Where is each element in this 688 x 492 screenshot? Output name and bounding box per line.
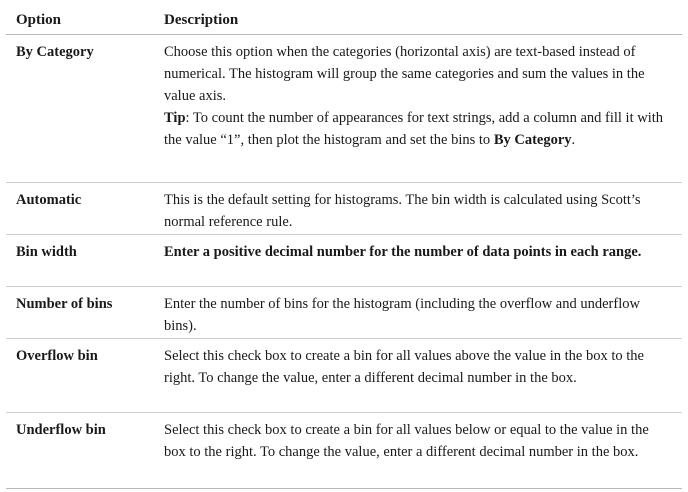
option-name: Number of bins bbox=[16, 296, 113, 312]
header-option: Option bbox=[16, 12, 62, 28]
option-name: Bin width bbox=[16, 244, 77, 260]
option-name: Overflow bin bbox=[16, 348, 98, 364]
tip-paragraph bbox=[164, 107, 670, 151]
description-text: Enter the number of bins for the histogram (including the overflow and underflow bins). bbox=[164, 296, 640, 334]
description-text: Enter a positive decimal number for the number of data points in each range. bbox=[164, 244, 642, 260]
description-text: Choose this option when the categories (horizontal axis) are text-based instead of numerical. The histogram will group the same categories and sum the values in the value axis. bbox=[164, 44, 645, 104]
table-row-bin-width bbox=[6, 235, 682, 287]
table-row-automatic bbox=[6, 183, 682, 235]
option-name: By Category bbox=[16, 44, 94, 60]
table-row-underflow-bin bbox=[6, 413, 682, 489]
option-description bbox=[164, 183, 682, 233]
option-description bbox=[164, 339, 682, 389]
option-description bbox=[164, 287, 682, 337]
option-description bbox=[164, 235, 682, 263]
tip-bold-term: By Category bbox=[493, 132, 572, 148]
options-table bbox=[6, 4, 682, 489]
option-description bbox=[164, 413, 682, 463]
table-header bbox=[6, 4, 682, 35]
table-row-overflow-bin bbox=[6, 339, 682, 413]
option-description bbox=[164, 35, 682, 151]
description-text: Select this check box to create a bin for all values above the value in the box to the right. To change the value, enter a different decimal number in the box. bbox=[164, 348, 644, 386]
tip-end: . bbox=[571, 132, 576, 148]
table-row-by-category bbox=[6, 35, 682, 183]
table-row-number-of-bins bbox=[6, 287, 682, 339]
description-text: Select this check box to create a bin for all values below or equal to the value in the box to the right. To change the value, enter a different decimal number in the box. bbox=[164, 422, 649, 460]
tip-label: Tip bbox=[164, 110, 186, 126]
option-name: Underflow bin bbox=[16, 422, 106, 438]
description-text: This is the default setting for histograms. The bin width is calculated using Scott’s normal reference rule. bbox=[164, 192, 641, 230]
header-description: Description bbox=[164, 12, 239, 28]
tip-text: : To count the number of appearances for text strings, add a column and fill it with the value “1”, then plot the histogram and set the bins to bbox=[164, 110, 664, 148]
option-name: Automatic bbox=[16, 192, 82, 208]
